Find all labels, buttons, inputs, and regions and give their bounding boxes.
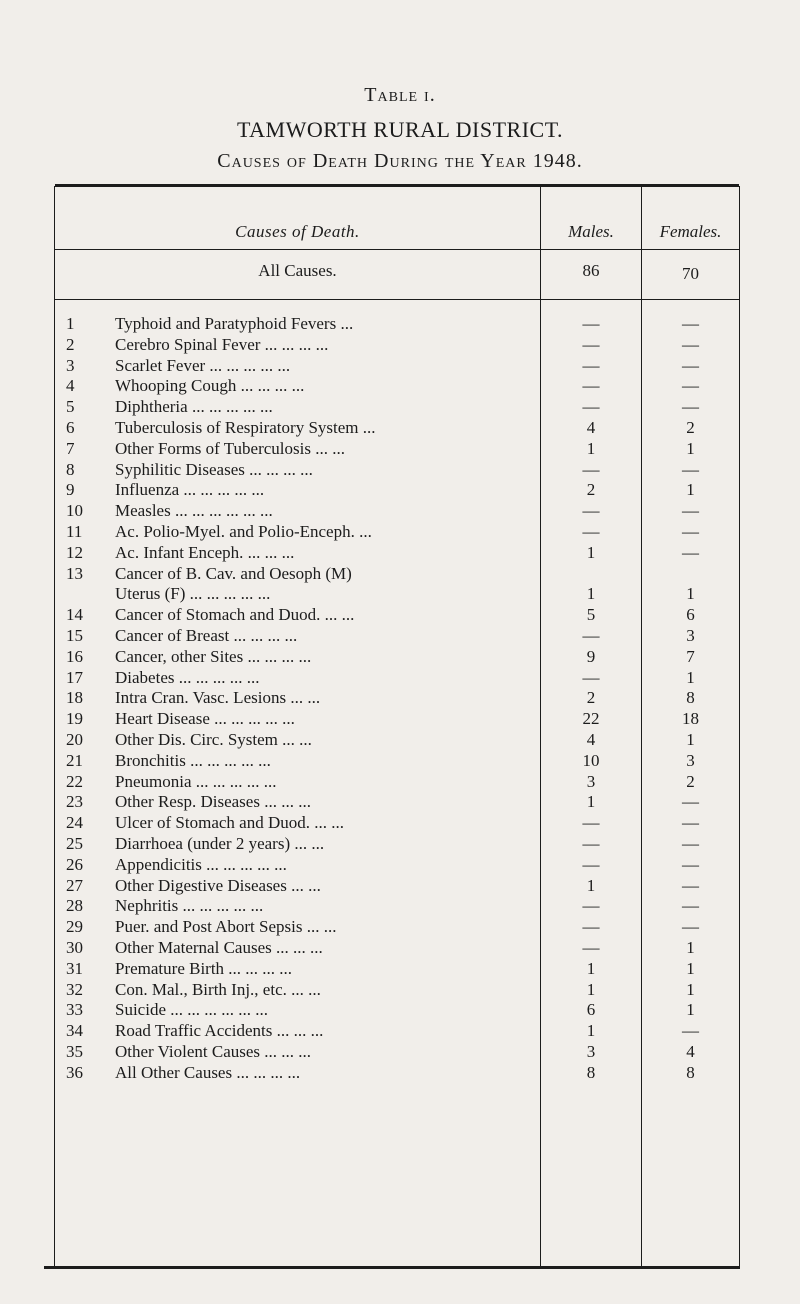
table-row bbox=[0, 751, 800, 772]
row-number: 7 bbox=[66, 438, 75, 458]
cause-label: Typhoid and Paratyphoid Fevers ... bbox=[115, 314, 354, 333]
row-number: 34 bbox=[66, 1021, 83, 1041]
cause-label: Uterus (F) ... ... ... ... ... bbox=[115, 584, 271, 604]
females-value: — bbox=[682, 917, 699, 937]
row-number: 4 bbox=[66, 376, 75, 396]
row-number: 36 bbox=[66, 1062, 83, 1082]
row-number: 32 bbox=[66, 979, 83, 999]
row-number: 33 bbox=[66, 1000, 83, 1020]
males-value: 22 bbox=[582, 709, 600, 729]
males-value: 10 bbox=[582, 750, 600, 770]
cause-label: Nephritis ... ... ... ... ... bbox=[115, 896, 264, 916]
females-value: 1 bbox=[686, 1000, 695, 1020]
row-number: 20 bbox=[66, 729, 83, 749]
cause-label: Whooping Cough ... ... ... ... bbox=[115, 376, 305, 396]
females-column-header: Females. bbox=[659, 222, 722, 241]
cause-label: Other Digestive Diseases ... ... bbox=[115, 875, 321, 895]
table-top-rule bbox=[55, 184, 739, 187]
males-value: — bbox=[582, 813, 600, 833]
males-value: 5 bbox=[586, 605, 596, 625]
table-row bbox=[0, 1000, 800, 1021]
males-value: 1 bbox=[586, 875, 596, 895]
table-row bbox=[0, 543, 800, 564]
females-value: 7 bbox=[686, 646, 695, 666]
causes-column-header: Causes of Death. bbox=[235, 222, 360, 241]
table-row bbox=[0, 335, 800, 356]
table-row bbox=[0, 460, 800, 481]
males-value: — bbox=[582, 917, 600, 937]
row-number: 22 bbox=[66, 771, 83, 791]
cause-label: Heart Disease ... ... ... ... ... bbox=[115, 709, 295, 729]
cause-label: All Other Causes ... ... ... ... bbox=[115, 1062, 301, 1082]
females-value: 18 bbox=[682, 709, 699, 729]
table-row bbox=[0, 792, 800, 813]
row-number: 29 bbox=[66, 917, 83, 937]
table-row bbox=[0, 439, 800, 460]
cause-label: Cancer of Breast ... ... ... ... bbox=[115, 625, 298, 645]
cause-label: Ac. Infant Enceph. ... ... ... bbox=[115, 542, 295, 562]
males-value: — bbox=[582, 397, 600, 417]
males-value: — bbox=[582, 937, 600, 957]
table-row bbox=[0, 668, 800, 689]
females-value: — bbox=[682, 397, 699, 417]
cause-label: Pneumonia ... ... ... ... ... bbox=[115, 771, 277, 791]
row-number: 9 bbox=[66, 480, 75, 500]
males-column-header: Males. bbox=[568, 222, 614, 241]
males-value: 1 bbox=[586, 438, 596, 458]
females-value: 1 bbox=[686, 729, 695, 749]
males-value: 1 bbox=[586, 584, 596, 604]
males-value: 9 bbox=[586, 646, 596, 666]
cause-label: Measles ... ... ... ... ... ... bbox=[115, 501, 273, 521]
row-number: 14 bbox=[66, 605, 83, 625]
row-number: 16 bbox=[66, 646, 83, 666]
males-value: 1 bbox=[586, 979, 596, 999]
cause-label: Influenza ... ... ... ... ... bbox=[115, 480, 265, 500]
males-value: 1 bbox=[586, 958, 596, 978]
females-value: 1 bbox=[686, 958, 695, 978]
table-row bbox=[0, 876, 800, 897]
cause-label: Ulcer of Stomach and Duod. ... ... bbox=[115, 813, 344, 833]
males-value: — bbox=[582, 459, 600, 479]
row-number: 35 bbox=[66, 1041, 83, 1061]
row-number: 10 bbox=[66, 501, 83, 521]
males-value: 2 bbox=[586, 480, 596, 500]
cause-label: Road Traffic Accidents ... ... ... bbox=[115, 1021, 324, 1041]
cause-label: Other Violent Causes ... ... ... bbox=[115, 1041, 312, 1061]
cause-label: Puer. and Post Abort Sepsis ... ... bbox=[115, 917, 337, 937]
table-number: Table i. bbox=[364, 84, 436, 106]
cause-label: Syphilitic Diseases ... ... ... ... bbox=[115, 459, 313, 479]
cause-label: Scarlet Fever ... ... ... ... ... bbox=[115, 355, 291, 375]
males-value: — bbox=[582, 334, 600, 354]
males-value: 1 bbox=[586, 542, 596, 562]
table-row bbox=[0, 688, 800, 709]
all-causes-rule bbox=[55, 299, 739, 300]
cause-label: Appendicitis ... ... ... ... ... bbox=[115, 854, 287, 874]
row-number: 21 bbox=[66, 750, 83, 770]
district-title: TAMWORTH RURAL DISTRICT. bbox=[236, 117, 564, 142]
row-number: 26 bbox=[66, 854, 83, 874]
row-number: 28 bbox=[66, 896, 83, 916]
table-row bbox=[0, 356, 800, 377]
females-value: — bbox=[682, 854, 699, 874]
cause-label: Cerebro Spinal Fever ... ... ... ... bbox=[115, 334, 329, 354]
females-value: — bbox=[682, 896, 699, 916]
table-row bbox=[0, 980, 800, 1001]
cause-label: Suicide ... ... ... ... ... ... bbox=[115, 1000, 268, 1020]
males-value: 2 bbox=[586, 688, 596, 708]
row-number: 19 bbox=[66, 709, 83, 729]
table-row bbox=[0, 314, 800, 335]
row-number: 1 bbox=[66, 314, 75, 333]
header-rule bbox=[55, 249, 739, 250]
females-value: — bbox=[682, 314, 699, 333]
cause-label: Premature Birth ... ... ... ... bbox=[115, 958, 293, 978]
row-number: 11 bbox=[66, 521, 83, 541]
females-value: — bbox=[682, 1021, 699, 1041]
cause-label: Other Maternal Causes ... ... ... bbox=[115, 937, 323, 957]
row-number: 17 bbox=[66, 667, 83, 687]
table-row bbox=[0, 1042, 800, 1063]
females-value: 3 bbox=[686, 625, 695, 645]
cause-label: Cancer of B. Cav. and Oesoph (M) bbox=[115, 563, 352, 583]
females-value: — bbox=[682, 542, 699, 562]
row-number: 25 bbox=[66, 833, 83, 853]
cause-label: Other Forms of Tuberculosis ... ... bbox=[115, 438, 345, 458]
females-value: 1 bbox=[686, 667, 695, 687]
table-row bbox=[0, 772, 800, 793]
table-row bbox=[0, 813, 800, 834]
table-row bbox=[0, 917, 800, 938]
males-value: — bbox=[582, 521, 600, 541]
table-row bbox=[0, 397, 800, 418]
row-number: 18 bbox=[66, 688, 83, 708]
table-row bbox=[0, 855, 800, 876]
males-value: 3 bbox=[586, 1041, 596, 1061]
males-value: — bbox=[582, 625, 600, 645]
table-row bbox=[0, 896, 800, 917]
table-row bbox=[0, 626, 800, 647]
table-row bbox=[0, 1021, 800, 1042]
females-value: 8 bbox=[686, 688, 695, 708]
females-value: — bbox=[682, 875, 699, 895]
row-number: 24 bbox=[66, 813, 83, 833]
cause-label: Cancer of Stomach and Duod. ... ... bbox=[115, 605, 355, 625]
females-value: 1 bbox=[686, 438, 695, 458]
table-row bbox=[0, 647, 800, 668]
females-value: 2 bbox=[686, 417, 695, 437]
table-row bbox=[0, 959, 800, 980]
males-value: 1 bbox=[586, 1021, 596, 1041]
table-row bbox=[0, 730, 800, 751]
females-value: — bbox=[682, 813, 699, 833]
females-value: 6 bbox=[686, 605, 695, 625]
table-row bbox=[0, 709, 800, 730]
females-value: — bbox=[682, 501, 699, 521]
males-value: — bbox=[582, 355, 600, 375]
males-value: — bbox=[582, 833, 600, 853]
females-value: 1 bbox=[686, 480, 695, 500]
cause-label: Ac. Polio-Myel. and Polio-Enceph. ... bbox=[115, 521, 372, 541]
row-number: 3 bbox=[66, 355, 75, 375]
females-value: 1 bbox=[686, 937, 695, 957]
row-number: 6 bbox=[66, 417, 75, 437]
females-value: 4 bbox=[686, 1041, 695, 1061]
cause-label: Other Resp. Diseases ... ... ... bbox=[115, 792, 311, 812]
cause-label: Tuberculosis of Respiratory System ... bbox=[115, 417, 376, 437]
cause-label: Con. Mal., Birth Inj., etc. ... ... bbox=[115, 979, 321, 999]
females-value: 8 bbox=[686, 1062, 695, 1082]
table-subtitle: Causes of Death During the Year 1948. bbox=[217, 150, 583, 172]
females-value: — bbox=[682, 376, 699, 396]
row-number: 2 bbox=[66, 334, 75, 354]
cause-label: Cancer, other Sites ... ... ... ... bbox=[115, 646, 312, 666]
row-number: 8 bbox=[66, 459, 75, 479]
cause-label: Intra Cran. Vasc. Lesions ... ... bbox=[115, 688, 321, 708]
row-number: 23 bbox=[66, 792, 83, 812]
row-number: 31 bbox=[66, 958, 83, 978]
all-causes-label: All Causes. bbox=[258, 261, 337, 280]
table-row bbox=[0, 834, 800, 855]
table-row bbox=[0, 605, 800, 626]
table-bottom-rule bbox=[44, 1266, 740, 1269]
females-value: 2 bbox=[686, 771, 695, 791]
males-value: 3 bbox=[586, 771, 596, 791]
males-value: 6 bbox=[586, 1000, 596, 1020]
females-value: — bbox=[682, 521, 699, 541]
table-row bbox=[0, 938, 800, 959]
cause-label: Other Dis. Circ. System ... ... bbox=[115, 729, 312, 749]
cause-label: Bronchitis ... ... ... ... ... bbox=[115, 750, 271, 770]
table-row bbox=[0, 376, 800, 397]
cause-label: Diabetes ... ... ... ... ... bbox=[115, 667, 260, 687]
males-value: — bbox=[582, 667, 600, 687]
table-row bbox=[0, 501, 800, 522]
row-number: 12 bbox=[66, 542, 83, 562]
females-value: — bbox=[682, 792, 699, 812]
males-value: 1 bbox=[586, 792, 596, 812]
table-row bbox=[0, 564, 800, 585]
row-number: 27 bbox=[66, 875, 83, 895]
males-value: 8 bbox=[586, 1062, 596, 1082]
females-value: 1 bbox=[686, 584, 695, 604]
males-value: 4 bbox=[586, 729, 596, 749]
cause-label: Diphtheria ... ... ... ... ... bbox=[115, 397, 273, 417]
row-number: 5 bbox=[66, 397, 75, 417]
females-value: — bbox=[682, 459, 699, 479]
table-row bbox=[0, 418, 800, 439]
row-number: 15 bbox=[66, 625, 83, 645]
males-value: — bbox=[582, 896, 600, 916]
table-row bbox=[0, 480, 800, 501]
females-value: 1 bbox=[686, 979, 695, 999]
table-row bbox=[0, 522, 800, 543]
males-value: — bbox=[582, 314, 600, 333]
table-row bbox=[0, 1063, 800, 1084]
table-row bbox=[0, 584, 800, 605]
cause-rows bbox=[0, 314, 800, 1083]
females-value: — bbox=[682, 833, 699, 853]
males-value: — bbox=[582, 376, 600, 396]
all-causes-males: 86 bbox=[582, 261, 600, 280]
all-causes-females: 70 bbox=[682, 264, 699, 283]
females-value: — bbox=[682, 355, 699, 375]
row-number: 13 bbox=[66, 563, 83, 583]
females-value: — bbox=[682, 334, 699, 354]
males-value: 4 bbox=[586, 417, 596, 437]
row-number: 30 bbox=[66, 937, 83, 957]
males-value: — bbox=[582, 501, 600, 521]
females-value: 3 bbox=[686, 750, 695, 770]
cause-label: Diarrhoea (under 2 years) ... ... bbox=[115, 833, 325, 853]
males-value: — bbox=[582, 854, 600, 874]
